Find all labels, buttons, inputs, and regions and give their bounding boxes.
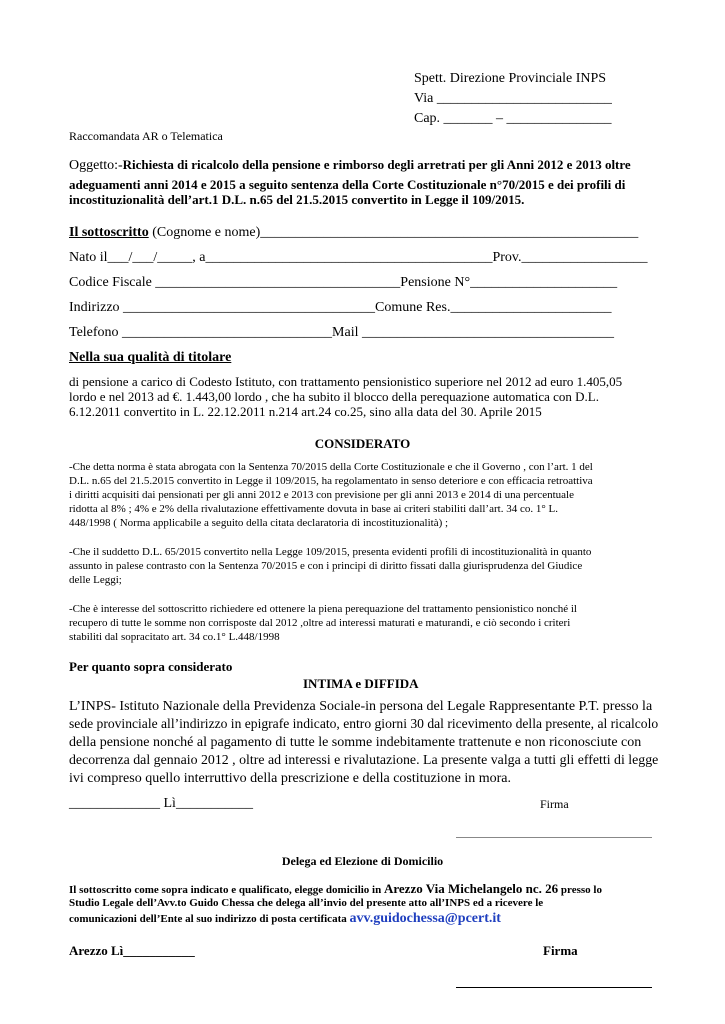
recipient-line-2: Via _________________________ bbox=[414, 91, 612, 106]
delegation-line-1 bbox=[69, 881, 602, 897]
fiscal-code-field[interactable]: Codice Fiscale ___________________________________Pensione N°_____________________ bbox=[69, 275, 618, 290]
arezzo-date-field[interactable]: Arezzo Lì___________ bbox=[69, 943, 195, 958]
intimation-line-3: della pensione nonché al pagamento di tutte le somme indebitamente trattenute e non riconosciute con bbox=[69, 735, 642, 750]
delegation-line-2: Studio Legale dell’Avv.to Guido Chessa che delega all’invio del presente atto all’INPS ed a ricevere le bbox=[69, 897, 544, 909]
subject-line-1 bbox=[69, 157, 631, 174]
considerato-heading: CONSIDERATO bbox=[314, 436, 411, 451]
subject-text-1: Richiesta di ricalcolo della pensione e rimborso degli arretrati per gli Anni 2012 e 2013 oltre bbox=[122, 157, 631, 172]
considerato-p2-line-3: delle Leggi; bbox=[69, 574, 122, 586]
applicant-name-line bbox=[69, 225, 638, 241]
recipient-line-3: Cap. _______ – _______________ bbox=[414, 111, 612, 126]
considerato-p2-line-2: assunto in palese contrasto con la Sentenza 70/2015 e con i principi di diritto fissati dalla giurisprudenza del Giudice bbox=[69, 560, 583, 572]
considerato-p1-line-1: -Che detta norma è stata abrogata con la Sentenza 70/2015 della Corte Costituzionale e che il Governo , con l’art. 1 del bbox=[69, 461, 593, 473]
considerato-p1-line-3: i diritti acquisiti dai pensionati per gli anni 2012 e 2013 con previsione per gli anni 2013 e 2014 di una percentuale bbox=[69, 489, 574, 501]
signature-line[interactable] bbox=[456, 837, 652, 838]
considerato-p2-line-1: -Che il suddetto D.L. 65/2015 convertito nella Legge 109/2015, presenta evidenti profili di incostituzionalità in quanto bbox=[69, 546, 592, 558]
intimation-line-2: sede provinciale all’indirizzo in epigrafe indicato, entro giorni 30 dal ricevimento della presente, al ricalcolo bbox=[69, 717, 659, 732]
delivery-method: Raccomandata AR o Telematica bbox=[69, 129, 223, 143]
recipient-line-1: Spett. Direzione Provinciale INPS bbox=[414, 71, 607, 86]
subject-line-2: adeguamenti anni 2014 e 2015 a seguito sentenza della Corte Costituzionale n°70/2015 e dei profili di bbox=[69, 177, 626, 192]
intimation-heading: INTIMA e DIFFIDA bbox=[303, 676, 419, 691]
considerato-p1-line-2: D.L. n.65 del 21.5.2015 convertito in Legge il 109/2015, ha regolamentato in senso deteriore e con efficacia retroattiva bbox=[69, 475, 593, 487]
considerato-p3-line-2: recupero di tutte le somme non corrisposte dal 2012 ,oltre ad interessi maturati e maturandi, e ciò secondo i criteri bbox=[69, 617, 571, 629]
capacity-line-2: lordo e nel 2013 ad €. 1.443,00 lordo , che ha subito il blocco della perequazione automatica con D.L. bbox=[69, 389, 599, 404]
signature-label-2: Firma bbox=[543, 943, 578, 958]
place-date-field[interactable]: _____________ Lì___________ bbox=[69, 796, 253, 811]
address-field[interactable]: Indirizzo ____________________________________Comune Res._______________________ bbox=[69, 300, 612, 315]
capacity-line-3: 6.12.2011 convertito in L. 22.12.2011 n.214 art.24 co.25, sino alla data del 30. Aprile 2015 bbox=[69, 404, 542, 419]
considerato-p1-line-4: ridotta al 8% ; 4% e 2% della rivalutazione effettivamente dovuta in base ai criteri stabiliti dall’art. 34 co. 1° L. bbox=[69, 503, 558, 515]
intimation-line-5: ivi compreso quello interruttivo della prescrizione e della costituzione in mora. bbox=[69, 771, 512, 786]
considerato-p3-line-1: -Che è interesse del sottoscritto richiedere ed ottenere la piena perequazione del trattamento pensionistico nonché il bbox=[69, 603, 577, 615]
considerato-p3-line-3: stabiliti dal sopracitato art. 34 co.1° L.448/1998 bbox=[69, 631, 280, 643]
delegation-line-1a: Il sottoscritto come sopra indicato e qualificato, elegge domicilio in bbox=[69, 884, 384, 896]
phone-field[interactable]: Telefono ______________________________Mail ____________________________________ bbox=[69, 325, 614, 340]
subject-label: Oggetto:- bbox=[69, 158, 123, 173]
delegation-heading: Delega ed Elezione di Domicilio bbox=[281, 854, 444, 868]
intimation-intro: Per quanto sopra considerato bbox=[69, 659, 233, 674]
considerato-p1-line-5: 448/1998 ( Norma applicabile a seguito della citata declaratoria di incostituzionalità) ; bbox=[69, 517, 449, 529]
delegation-line-1c: presso lo bbox=[558, 884, 602, 896]
pec-email-link[interactable]: avv.guidochessa@pcert.it bbox=[349, 911, 501, 926]
capacity-line-1: di pensione a carico di Codesto Istituto, con trattamento pensionistico superiore nel 2012 ad euro 1.405,05 bbox=[69, 374, 623, 389]
birth-field[interactable]: Nato il___/___/_____, a_________________________________________Prov.__________________ bbox=[69, 250, 648, 265]
domicile-address: Arezzo Via Michelangelo nc. 26 bbox=[383, 881, 559, 896]
signature-line-2[interactable] bbox=[456, 987, 652, 988]
capacity-heading: Nella sua qualità di titolare bbox=[69, 350, 232, 365]
intimation-line-1: L’INPS- Istituto Nazionale della Previdenza Sociale-in persona del Legale Rappresentante P.T. presso la bbox=[69, 699, 653, 714]
name-field[interactable]: (Cognome e nome)______________________________________________________ bbox=[148, 225, 639, 240]
intimation-line-4: decorrenza dal gennaio 2012 , oltre ad interessi e rivalutazione. La presente valga a tutti gli effetti di legge bbox=[69, 753, 659, 768]
signature-label: Firma bbox=[540, 797, 569, 811]
applicant-label: Il sottoscritto bbox=[69, 225, 149, 240]
delegation-line-3-text: comunicazioni dell’Ente al suo indirizzo di posta certificata bbox=[69, 913, 350, 925]
delegation-line-3 bbox=[69, 911, 501, 927]
subject-line-3: incostituzionalità dell’art.1 D.L. n.65 del 21.5.2015 convertito in Legge il 109/2015. bbox=[69, 192, 525, 207]
